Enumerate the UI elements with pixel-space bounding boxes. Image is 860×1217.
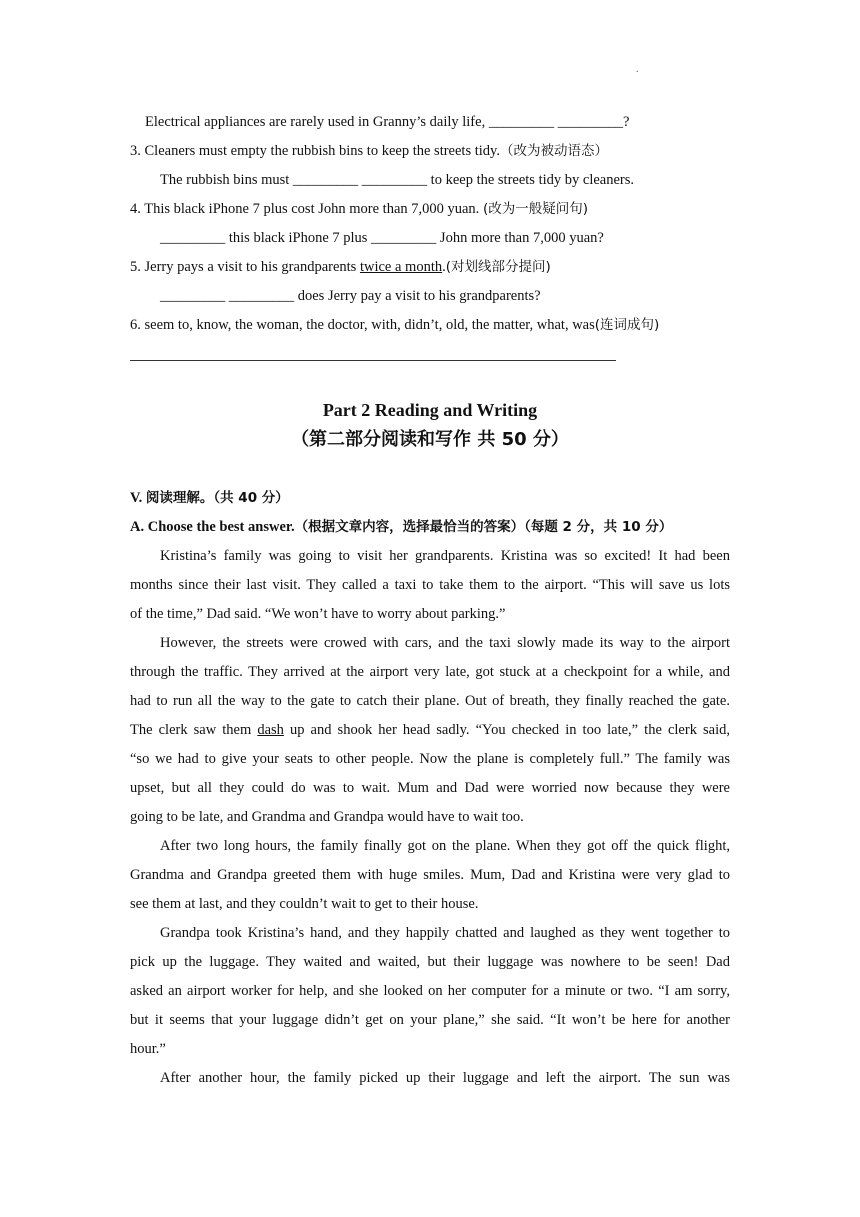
- passage-line: [130, 720, 730, 740]
- passage-line: After two long hours, the family finally got on the plane. When they got off the quick flight,: [160, 838, 730, 854]
- exercise-text: Electrical appliances are rarely used in Granny’s daily life, _________ _________?: [145, 114, 630, 130]
- section-v-heading: [130, 488, 289, 508]
- part-title: Part 2 Reading and Writing: [322, 400, 538, 420]
- exercise-text: .: [442, 259, 446, 275]
- section-instruction: A. Choose the best answer.: [130, 519, 295, 535]
- exercise-instruction: (连词成句): [594, 317, 660, 333]
- passage-line: through the traffic. They arrived at the airport very late, got stuck at a checkpoint for a while, and: [130, 664, 730, 680]
- passage-line: asked an airport worker for help, and she looked on her computer for a minute or two. “I am sorry,: [130, 983, 730, 999]
- section-label: 阅读理解。（共 40 分）: [145, 490, 289, 506]
- passage-line: “so we had to give your seats to other people. Now the plane is completely full.” The family was: [130, 751, 730, 767]
- passage-text: The clerk saw them: [130, 722, 258, 738]
- passage-line: Kristina’s family was going to visit her grandparents. Kristina was so excited! It had been: [160, 548, 730, 564]
- exercise-text: _________ this black iPhone 7 plus _________ John more than 7,000 yuan?: [160, 230, 604, 246]
- section-number: V.: [130, 490, 146, 506]
- passage-text: up and shook her head sadly. “You checked in too late,” the clerk said,: [283, 722, 730, 738]
- passage-line: hour.”: [130, 1041, 166, 1057]
- exercise-4-answer-line: [160, 228, 760, 248]
- page-dot: .: [636, 64, 639, 75]
- exercise-text: 5. Jerry pays a visit to his grandparents: [130, 259, 360, 275]
- exercise-5-prompt: [130, 257, 730, 277]
- exercise-4-prompt: [130, 199, 730, 219]
- section-a-heading: [130, 517, 672, 537]
- exercise-5-answer-line: [160, 286, 760, 306]
- exercise-3-prompt: [130, 141, 730, 161]
- exercise-instruction: (对划线部分提问): [445, 259, 551, 275]
- exercise-text: The rubbish bins must _________ _________ to keep the streets tidy by cleaners.: [160, 172, 634, 188]
- underlined-word: dash: [257, 722, 284, 738]
- passage-line: see them at last, and they couldn’t wait to get to their house.: [130, 896, 479, 912]
- exercise-6-prompt: [130, 315, 730, 335]
- exercise-text: 3. Cleaners must empty the rubbish bins to keep the streets tidy.: [130, 143, 500, 159]
- passage-line: Grandma and Grandpa greeted them with huge smiles. Mum, Dad and Kristina were very glad to: [130, 867, 730, 883]
- passage-line: months since their last visit. They called a taxi to take them to the airport. “This will save us lots: [130, 577, 730, 593]
- passage-line: going to be late, and Grandma and Grandpa would have to wait too.: [130, 809, 524, 825]
- exercise-instruction: (改为一般疑问句): [482, 201, 588, 217]
- passage-line: Grandpa took Kristina’s hand, and they happily chatted and laughed as they went together to: [160, 925, 730, 941]
- passage-line: However, the streets were crowed with cars, and the taxi slowly made its way to the airport: [160, 635, 730, 651]
- passage-line: had to run all the way to the gate to catch their plane. Out of breath, they finally reached the gate.: [130, 693, 730, 709]
- passage-line: After another hour, the family picked up their luggage and left the airport. The sun was: [160, 1070, 730, 1086]
- answer-rule-line: [130, 360, 616, 361]
- underlined-phrase: twice a month: [359, 259, 443, 275]
- exercise-line-tag-question: [145, 112, 745, 132]
- passage-line: upset, but all they could do was to wait. Mum and Dad were worried now because they were: [130, 780, 730, 796]
- section-instruction-cn: （根据文章内容，选择最恰当的答案）（每题 2 分，共 10 分）: [294, 519, 673, 535]
- exercise-text: _________ _________ does Jerry pay a visit to his grandparents?: [160, 288, 541, 304]
- exercise-instruction: （改为被动语态）: [499, 143, 608, 159]
- passage-line: but it seems that your luggage didn’t get on your plane,” she said. “It won’t be here for another: [130, 1012, 730, 1028]
- exercise-text: 6. seem to, know, the woman, the doctor, with, didn’t, old, the matter, what, was: [130, 317, 595, 333]
- passage-line: pick up the luggage. They waited and waited, but their luggage was nowhere to be seen! Dad: [130, 954, 730, 970]
- exercise-3-answer-line: [160, 170, 760, 190]
- passage-line: of the time,” Dad said. “We won’t have to worry about parking.”: [130, 606, 506, 622]
- exercise-text: 4. This black iPhone 7 plus cost John more than 7,000 yuan.: [130, 201, 483, 217]
- part-subtitle: （第二部分阅读和写作 共 50 分）: [291, 429, 569, 450]
